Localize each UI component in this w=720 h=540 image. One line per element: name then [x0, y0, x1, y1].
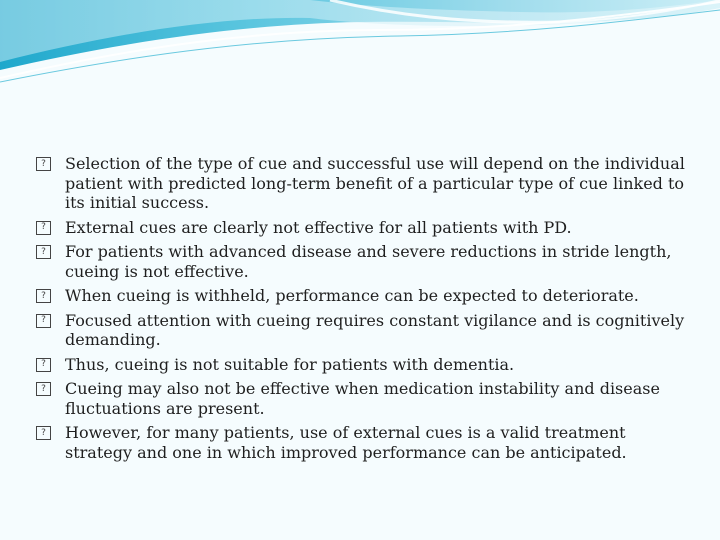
bullet-list [36, 154, 696, 462]
header-wave-decoration [0, 0, 720, 90]
missing-glyph-box-icon [36, 382, 51, 396]
missing-glyph-box-icon [36, 289, 51, 303]
missing-glyph-box-icon [36, 358, 51, 372]
missing-glyph-box-icon [36, 245, 51, 259]
bullet-text: Thus, cueing is not suitable for patients with dementia. [65, 354, 515, 374]
bullet-item [36, 379, 696, 418]
bullet-text: However, for many patients, use of external cues is a valid treatment strategy and one in which improved performance can be anticipated. [65, 423, 627, 462]
bullet-item [36, 311, 696, 350]
bullet-item [36, 242, 696, 281]
missing-glyph-box-icon [36, 157, 51, 171]
missing-glyph-box-icon [36, 426, 51, 440]
missing-glyph-box-icon [36, 314, 51, 328]
bullet-item [36, 154, 696, 213]
bullet-text: Selection of the type of cue and successful use will depend on the individual patient with predicted long-term benefit of a particular type of cue linked to its initial success. [65, 154, 685, 212]
slide-body [36, 154, 696, 467]
bullet-item [36, 218, 696, 238]
missing-glyph-box-icon [36, 221, 51, 235]
bullet-text: For patients with advanced disease and severe reductions in stride length, cueing is not effective. [65, 242, 672, 281]
bullet-item [36, 355, 696, 375]
bullet-text: External cues are clearly not effective for all patients with PD. [65, 217, 572, 237]
bullet-text: Cueing may also not be effective when medication instability and disease fluctuations are present. [65, 379, 660, 418]
bullet-item [36, 286, 696, 306]
bullet-text: When cueing is withheld, performance can be expected to deteriorate. [65, 286, 639, 305]
bullet-item [36, 423, 696, 462]
bullet-text: Focused attention with cueing requires constant vigilance and is cognitively demanding. [65, 310, 685, 349]
